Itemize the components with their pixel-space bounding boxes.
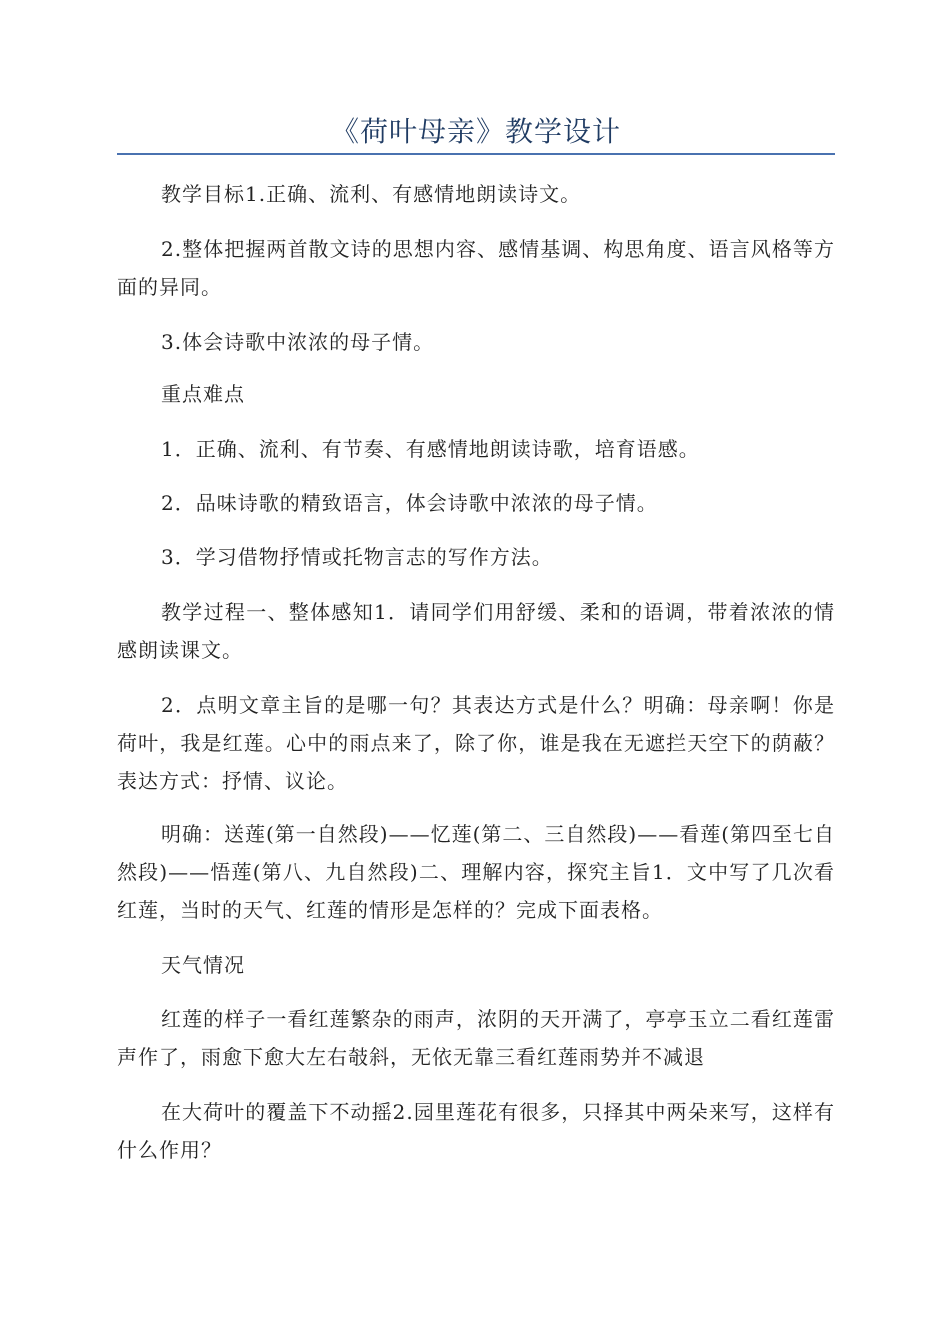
- paragraph-process-2: 2．点明文章主旨的是哪一句？其表达方式是什么？明确：母亲啊！你是荷叶，我是红莲。心中的雨点来了，除了你，谁是我在无遮拦天空下的荫蔽？表达方式：抒情、议论。: [117, 693, 835, 793]
- paragraph-red-lotus: 红莲的样子一看红莲繁杂的雨声，浓阴的天开满了，亭亭玉立二看红莲雷声作了，雨愈下愈大左右攲斜，无依无靠三看红莲雨势并不减退: [117, 1007, 835, 1069]
- paragraph-key-point-2: 2．品味诗歌的精致语言，体会诗歌中浓浓的母子情。: [161, 491, 658, 515]
- paragraph-key-point-1: 1．正确、流利、有节奏、有感情地朗读诗歌，培育语感。: [161, 437, 700, 461]
- paragraph-objective-2: 2.整体把握两首散文诗的思想内容、感情基调、构思角度、语言风格等方面的异同。: [117, 237, 835, 299]
- paragraph-key-points-heading: 重点难点: [161, 382, 245, 406]
- paragraph-key-point-3: 3．学习借物抒情或托物言志的写作方法。: [161, 545, 553, 569]
- paragraph-objective-3: 3.体会诗歌中浓浓的母子情。: [161, 330, 435, 354]
- document-title: 《荷叶母亲》教学设计: [330, 115, 621, 148]
- title-underline: [117, 153, 835, 155]
- paragraph-structure: 明确：送莲(第一自然段)——忆莲(第二、三自然段)——看莲(第四至七自然段)——悟莲(第八、九自然段)二、理解内容，探究主旨1．文中写了几次看红莲，当时的天气、红莲的情形是怎样的？完成下面表格。: [117, 822, 836, 922]
- paragraph-question-2: 在大荷叶的覆盖下不动摇2.园里莲花有很多，只择其中两朵来写，这样有什么作用？: [117, 1100, 835, 1162]
- paragraph-weather-heading: 天气情况: [161, 953, 245, 977]
- paragraph-objective-1: 教学目标1.正确、流利、有感情地朗读诗文。: [161, 182, 582, 206]
- paragraph-process-1: 教学过程一、整体感知1．请同学们用舒缓、柔和的语调，带着浓浓的情感朗读课文。: [117, 600, 835, 662]
